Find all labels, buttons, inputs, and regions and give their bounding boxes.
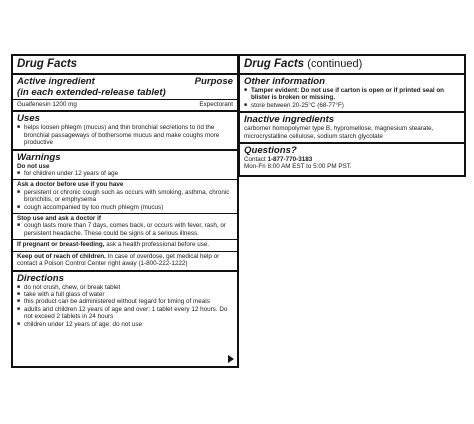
keep-out-subsection [13, 251, 237, 268]
storage-item: ■ store between 20-25°C (68-77°F) [244, 102, 460, 109]
uses-heading: Uses [17, 113, 40, 125]
warnings-heading: Warnings [17, 151, 61, 163]
questions-section [240, 142, 464, 173]
directions-item: ■ adults and children 12 years of age and over: 1 tablet every 12 hours. Do not exceed 2 tablets in 24 hours [17, 306, 233, 321]
drug-facts-continued-panel [238, 54, 466, 177]
ask-doctor-heading: Ask a doctor before use if you have [17, 181, 124, 189]
continue-arrow-icon [228, 355, 234, 363]
keep-out-text: In case of overdose, get medical help or contact a Poison Control Center right away (1-800-222-1222) [17, 252, 220, 268]
questions-heading: Questions? [244, 145, 297, 157]
ask-doctor-item: ■ cough accompanied by too much phlegm (mucus) [17, 204, 233, 211]
stop-use-item: ■ cough lasts more than 7 days, comes back, or occurs with fever, rash, or persistent headache. These could be signs of a serious illness. [17, 222, 233, 237]
drug-facts-panel [11, 54, 239, 368]
uses-section [13, 110, 237, 148]
active-ingredient-heading: Active ingredient [17, 76, 95, 87]
stop-use-subsection [13, 213, 237, 237]
other-information-heading: Other information [244, 76, 326, 87]
ingredient-name: Guaifenesin 1200 mg [17, 101, 77, 108]
do-not-use-item: ■ for children under 12 years of age [17, 170, 233, 177]
active-ingredient-section [13, 73, 237, 110]
active-ingredient-subheading: (in each extended-release tablet) [17, 87, 166, 98]
contact-prefix: Contact [244, 156, 268, 164]
directions-item: ■ this product can be administered without regard for timing of meals [17, 298, 233, 305]
tamper-evident-item: ■ Tamper evident: Do not use if carton is open or if printed seal on blister is broken or missing. [244, 87, 460, 102]
purpose-heading: Purpose [194, 76, 233, 87]
inactive-ingredients-text: carbomer homopolymer type B, hypromellose, magnesium stearate, microcrystalline cellulose, sodium starch glycolate [244, 125, 434, 140]
pregnancy-bold: If pregnant or breast-feeding, [17, 241, 105, 249]
pregnancy-text: ask a health professional before use. [104, 241, 210, 249]
contact-phone: 1-877-770-3183 [267, 156, 313, 164]
keep-out-bold: Keep out of reach of children. [17, 252, 106, 260]
directions-item: ■ children under 12 years of age: do not use [17, 321, 233, 328]
uses-item: ■ helps loosen phlegm (mucus) and thin bronchial secretions to rid the bronchial passageways of bothersome mucus and make coughs more productive [17, 124, 233, 146]
continued-title-section [240, 56, 464, 73]
ingredient-purpose: Expectorant [199, 101, 233, 108]
drug-facts-title-section [13, 56, 237, 73]
ask-doctor-subsection [13, 179, 237, 211]
do-not-use-heading: Do not use [17, 162, 50, 170]
continued-label: (continued) [307, 58, 363, 70]
stop-use-heading: Stop use and ask a doctor if [17, 215, 101, 223]
ask-doctor-item: ■ persistent or chronic cough such as occurs with smoking, asthma, chronic bronchitis, or emphysema [17, 189, 233, 204]
directions-item: ■ take with a full glass of water [17, 291, 233, 298]
pregnancy-subsection [13, 239, 237, 248]
drug-facts-title: Drug Facts [17, 58, 78, 70]
directions-section [13, 270, 237, 330]
directions-heading: Directions [17, 272, 64, 284]
continued-title: Drug Facts [244, 58, 305, 70]
other-information-section [240, 73, 464, 111]
directions-item: ■ do not crush, chew, or break tablet [17, 284, 233, 291]
inactive-ingredients-section [240, 111, 464, 142]
inactive-ingredients-heading: Inactive ingredients [244, 114, 335, 126]
warnings-section [13, 149, 237, 270]
contact-hours: Mon-Fri 8:00 AM EST to 5:00 PM PST. [244, 163, 352, 171]
